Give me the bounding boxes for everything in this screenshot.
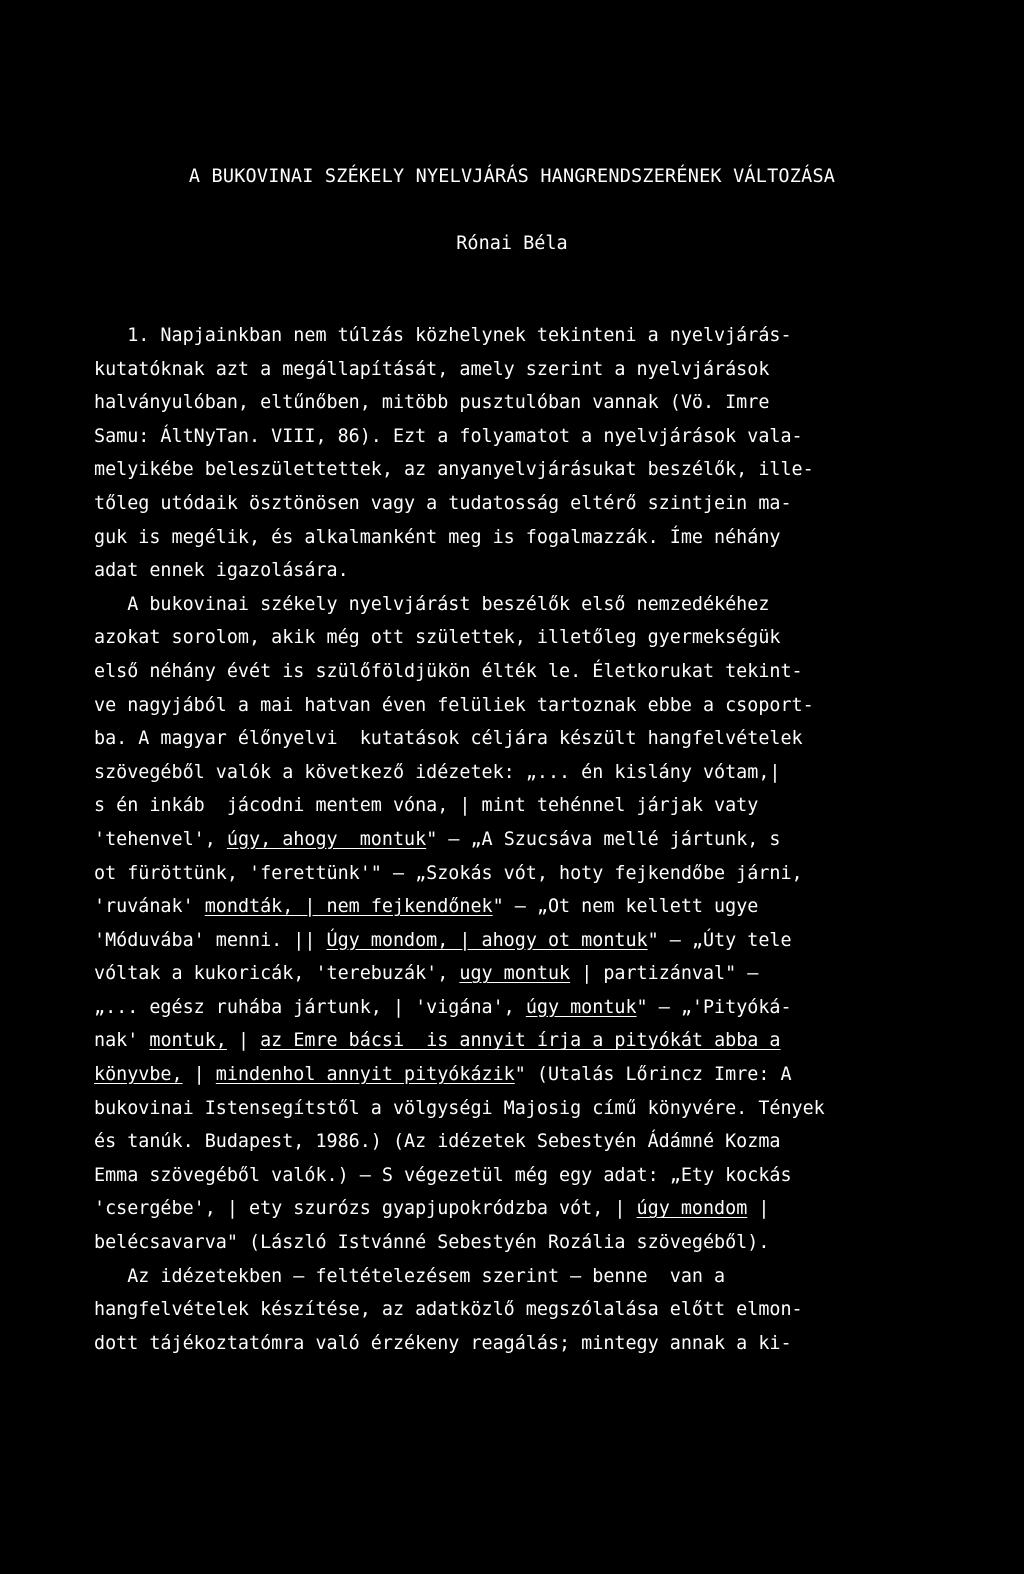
text-segment: " — „Ot nem kellett ugye [492, 896, 759, 918]
text-segment: halványulóban, eltűnőben, mitöbb pusztulóban vannak (Vö. Imre [94, 392, 770, 414]
text-segment: szövegéből valók a következő idézetek: „... én kislány vótam,| [94, 761, 781, 783]
underlined-quote: úgy mondom [636, 1198, 748, 1220]
text-segment: ot füröttünk, 'ferettünk'" — „Szokás vót, hoty fejkendőbe járni, [94, 862, 803, 884]
text-line [94, 890, 954, 924]
text-segment: | [747, 1198, 770, 1220]
underlined-quote: úgy, ahogy montuk [226, 828, 427, 850]
text-segment: | [226, 1030, 261, 1052]
text-line [94, 1226, 954, 1260]
underlined-quote: úgy montuk [525, 996, 637, 1018]
text-line [94, 487, 954, 521]
text-line [94, 621, 954, 655]
text-line [94, 924, 954, 958]
text-segment: 1. Napjainkban nem túlzás közhelynek tekinteni a nyelvjárás- [94, 325, 792, 346]
text-segment: ve nagyjából a mai hatvan éven felüliek tartoznak ebbe a csoport- [94, 694, 814, 716]
document-title: A BUKOVINAI SZÉKELY NYELVJÁRÁS HANGRENDSZERÉNEK VÁLTOZÁSA [188, 166, 836, 187]
text-line [94, 554, 954, 588]
underlined-quote: mondták, | nem fejkendőnek [204, 896, 493, 918]
text-line [94, 420, 954, 454]
text-segment: | partizánval" — [570, 963, 759, 985]
text-segment: első néhány évét is szülőföldjükön élték le. Életkorukat tekint- [94, 660, 803, 682]
text-line [94, 1125, 954, 1159]
text-segment: adat ennek igazolására. [94, 560, 349, 582]
text-line [94, 1260, 954, 1294]
text-line [94, 1159, 954, 1193]
text-line [94, 1058, 954, 1092]
text-segment: | [182, 1064, 216, 1086]
text-line [94, 386, 954, 420]
text-line [94, 957, 954, 991]
text-line [94, 1024, 954, 1058]
text-segment: melyikébe beleszülettettek, az anyanyelvjárásukat beszélők, ille- [94, 459, 814, 481]
text-segment: " (Utalás Lőrincz Imre: A [514, 1064, 792, 1086]
text-segment: Emma szövegéből valók.) — S végezetül még egy adat: „Ety kockás [94, 1164, 792, 1186]
text-segment: A bukovinai székely nyelvjárást beszélők első nemzedékéhez [94, 593, 770, 615]
text-line [94, 353, 954, 387]
text-segment: Samu: ÁltNyTan. VIII, 86). Ezt a folyamatot a nyelvjárások vala- [94, 425, 803, 447]
underlined-quote: ugy montuk [459, 963, 571, 985]
text-segment: 'csergébe', | ety szurózs gyapjupokródzba vót, | [94, 1198, 637, 1220]
text-line [94, 1327, 954, 1361]
author-name: Rónai Béla [456, 233, 568, 254]
text-line [94, 857, 954, 891]
text-line [94, 453, 954, 487]
text-segment: 'tehenvel', [94, 828, 227, 850]
text-segment: belécsavarva" (László Istvánné Sebestyén Rozália szövegéből). [94, 1232, 770, 1254]
text-line [94, 689, 954, 723]
underlined-quote: az Emre bácsi is annyit írja a pityókát abba a [260, 1030, 781, 1052]
underlined-quote: Úgy mondom, | ahogy ot montuk [326, 929, 648, 951]
text-segment: „... egész ruhába jártunk, | 'vigána', [94, 996, 526, 1018]
text-segment: " — „A Szucsáva mellé jártunk, s [426, 828, 781, 850]
text-line [94, 722, 954, 756]
text-segment: 'ruvának' [94, 896, 205, 918]
text-segment: tőleg utódaik ösztönösen vagy a tudatosság eltérő szintjein ma- [94, 492, 792, 514]
text-segment: dott tájékoztatómra való érzékeny reagálás; mintegy annak a ki- [94, 1332, 792, 1354]
text-segment: azokat sorolom, akik még ott születtek, illetőleg gyermekségük [94, 627, 781, 649]
text-line [94, 521, 954, 555]
text-segment: 'Móduvába' menni. || [94, 929, 327, 951]
text-segment: " — „Úty tele [647, 929, 792, 951]
underlined-quote: könyvbe, [94, 1064, 183, 1086]
text-segment: nak' [94, 1030, 150, 1052]
underlined-quote: mindenhol annyit pityókázik [215, 1064, 515, 1086]
text-line [94, 823, 954, 857]
text-line [94, 756, 954, 790]
underlined-quote: montuk, [149, 1030, 227, 1052]
text-line [94, 789, 954, 823]
text-segment: ba. A magyar élőnyelvi kutatások céljára készült hangfelvételek [94, 728, 803, 750]
text-segment: bukovinai Istensegítstől a völgységi Majosig című könyvére. Tények [94, 1097, 825, 1119]
text-line [94, 1092, 954, 1126]
text-segment: kutatóknak azt a megállapítását, amely szerint a nyelvjárások [94, 358, 770, 380]
text-line [94, 991, 954, 1025]
text-line [94, 1293, 954, 1327]
text-line [94, 1192, 954, 1226]
body-text [94, 319, 954, 1360]
text-segment: Az idézetekben — feltételezésem szerint — benne van a [94, 1265, 726, 1287]
text-segment: vóltak a kukoricák, 'terebuzák', [94, 963, 460, 985]
text-line [94, 655, 954, 689]
text-line [94, 588, 954, 622]
text-line [94, 319, 954, 353]
text-segment: és tanúk. Budapest, 1986.) (Az idézetek Sebestyén Ádámné Kozma [94, 1131, 781, 1153]
text-segment: guk is megélik, és alkalmanként meg is fogalmazzák. Íme néhány [94, 526, 781, 548]
text-segment: s én inkáb jácodni mentem vóna, | mint tehénnel járjak vaty [94, 795, 759, 817]
text-segment: " — „'Pityóká- [636, 996, 792, 1018]
text-segment: hangfelvételek készítése, az adatközlő megszólalása előtt elmon- [94, 1299, 803, 1321]
